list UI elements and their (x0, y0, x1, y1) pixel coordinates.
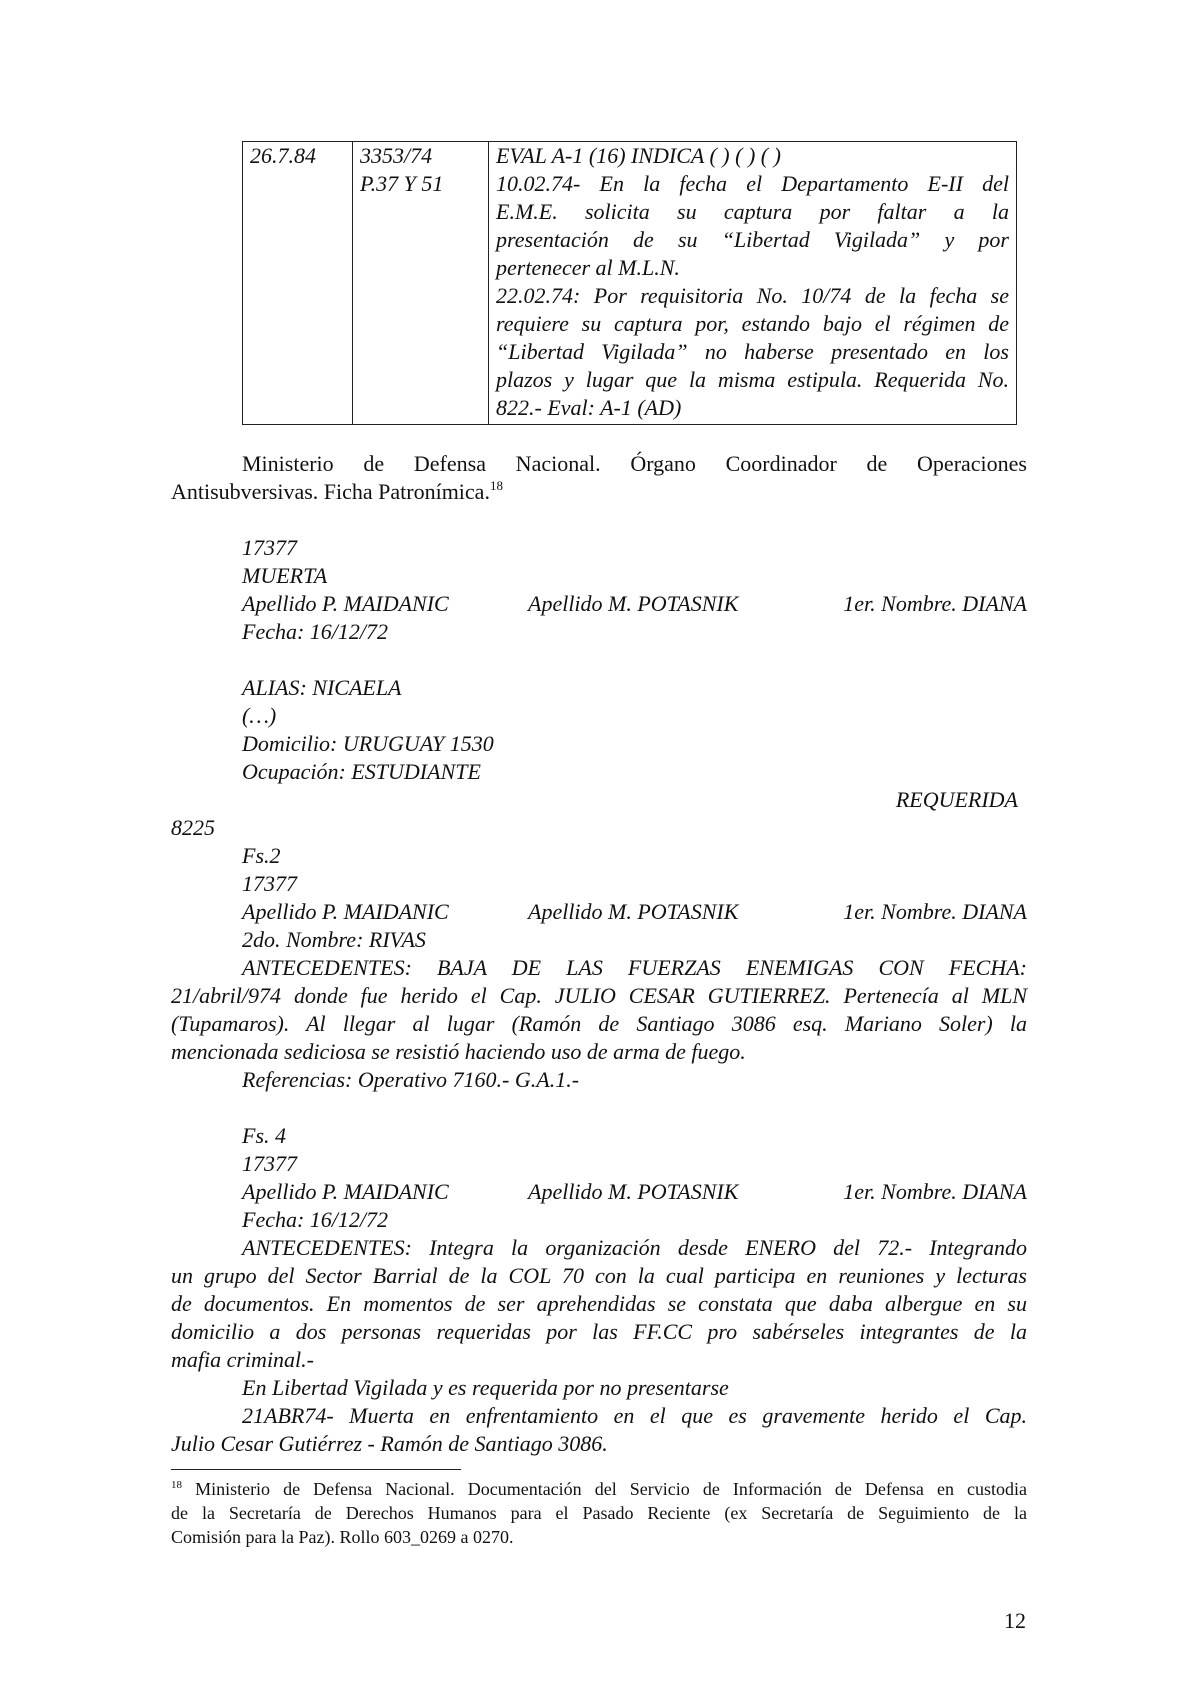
primer-nombre: 1er. Nombre. DIANA (843, 899, 1027, 924)
ficha-number: 17377 (242, 871, 297, 896)
ficha-record-1 (242, 534, 1027, 814)
footnote-line: de la Secretaría de Derechos Humanos para el Pasado Reciente (ex Secretaría de Seguimiento de la (171, 1503, 1027, 1523)
footnote-text: Ministerio de Defensa Nacional. Documentación del Servicio de Información de Defensa en custodia (195, 1479, 1027, 1499)
ficha-names-row (242, 590, 1027, 618)
entry-line: requiere su captura por, estando bajo el régimen de (496, 311, 1009, 336)
ficha-record-3 (242, 1122, 1027, 1234)
heading-line: Ministerio de Defensa Nacional. Órgano Coordinador de Operaciones (242, 451, 1027, 476)
entry-line: E.M.E. solicita su captura por faltar a la (496, 199, 1009, 224)
antecedentes-line: (Tupamaros). Al llegar al lugar (Ramón de Santiago 3086 esq. Mariano Soler) la (171, 1011, 1027, 1036)
antecedentes-line: un grupo del Sector Barrial de la COL 70 con la cual participa en reuniones y lecturas (171, 1263, 1027, 1288)
ficha-libertad-vigilada: En Libertad Vigilada y es requerida por no presentarse (242, 1375, 729, 1400)
entry-cell (489, 142, 1017, 425)
muerte-line: 21ABR74- Muerta en enfrentamiento en el que es gravemente herido el Cap. (242, 1403, 1027, 1428)
entry-line: “Libertad Vigilada” no haberse presentado en los (496, 339, 1009, 364)
table-row (243, 142, 1017, 425)
reference-cell (353, 142, 489, 425)
ficha-ellipsis: (…) (242, 703, 277, 728)
ficha-referencias: Referencias: Operativo 7160.- G.A.1.- (242, 1067, 580, 1092)
apellido-materno: Apellido M. POTASNIK (528, 1179, 739, 1204)
record-date: 26.7.84 (250, 143, 316, 168)
ficha-requerida: REQUERIDA (895, 787, 1018, 812)
ficha-names-row (242, 1178, 1027, 1206)
ficha-folio: Fs.2 (242, 843, 281, 868)
entry-line: 22.02.74: Por requisitoria No. 10/74 de la fecha se (496, 283, 1009, 308)
entry-line: pertenecer al M.L.N. (496, 255, 680, 280)
ficha-ocupacion: Ocupación: ESTUDIANTE (242, 759, 481, 784)
antecedentes-line: de documentos. En momentos de ser aprehendidas se constata que daba albergue en su (171, 1291, 1027, 1316)
ficha-antecedentes (171, 954, 1027, 1066)
antecedentes-line: ANTECEDENTES: Integra la organización desde ENERO del 72.- Integrando (242, 1235, 1027, 1260)
entry-line: presentación de su “Libertad Vigilada” y por (496, 227, 1009, 252)
apellido-materno: Apellido M. POTASNIK (528, 591, 739, 616)
ficha-names-row (242, 898, 1027, 926)
antecedentes-line: mafia criminal.- (171, 1347, 314, 1372)
ficha-record-2 (242, 842, 1027, 954)
heading-line: Antisubversivas. Ficha Patronímica. (171, 479, 490, 504)
apellido-paterno: Apellido P. MAIDANIC (242, 899, 449, 924)
page-number: 12 (1004, 1608, 1026, 1633)
ficha-folio: Fs. 4 (242, 1123, 286, 1148)
footnote-reference: 18 (489, 478, 503, 493)
ficha-number: 17377 (242, 1151, 297, 1176)
ficha-fecha: Fecha: 16/12/72 (242, 1207, 389, 1232)
ficha-requerida-number: 8225 (171, 815, 215, 840)
antecedentes-line: ANTECEDENTES: BAJA DE LAS FUERZAS ENEMIGAS CON FECHA: (242, 955, 1027, 980)
ficha-status: MUERTA (242, 563, 328, 588)
date-cell (243, 142, 353, 425)
ficha-fecha: Fecha: 16/12/72 (242, 619, 389, 644)
footnote-line (171, 1477, 1027, 1501)
ficha-domicilio: Domicilio: URUGUAY 1530 (242, 731, 494, 756)
entry-line: 10.02.74- En la fecha el Departamento E-II del (496, 171, 1009, 196)
footnote-number: 18 (171, 1479, 182, 1491)
antecedentes-line: 21/abril/974 donde fue herido el Cap. JULIO CESAR GUTIERREZ. Pertenecía al MLN (171, 983, 1027, 1008)
muerte-line: Julio Cesar Gutiérrez - Ramón de Santiago 3086. (171, 1431, 608, 1456)
footnote (171, 1477, 1027, 1549)
entry-line: EVAL A-1 (16) INDICA ( ) ( ) ( ) (496, 143, 781, 168)
apellido-paterno: Apellido P. MAIDANIC (242, 591, 449, 616)
antecedentes-line: mencionada sediciosa se resistió haciendo uso de arma de fuego. (171, 1039, 746, 1064)
entry-line: 822.- Eval: A-1 (AD) (496, 395, 682, 420)
entry-line: plazos y lugar que la misma estipula. Requerida No. (496, 367, 1009, 392)
apellido-materno: Apellido M. POTASNIK (528, 899, 739, 924)
reference-number: 3353/74 (360, 143, 433, 168)
primer-nombre: 1er. Nombre. DIANA (843, 591, 1027, 616)
ficha-antecedentes (171, 1234, 1027, 1374)
footnote-divider (171, 1469, 461, 1470)
reference-pages: P.37 Y 51 (360, 171, 444, 196)
footnote-line: Comisión para la Paz). Rollo 603_0269 a 0270. (171, 1527, 514, 1547)
ficha-muerte (171, 1402, 1027, 1458)
record-table (242, 141, 1017, 425)
antecedentes-line: domicilio a dos personas requeridas por las FF.CC pro sabérseles integrantes de la (171, 1319, 1027, 1344)
ficha-alias: ALIAS: NICAELA (242, 675, 402, 700)
apellido-paterno: Apellido P. MAIDANIC (242, 1179, 449, 1204)
primer-nombre: 1er. Nombre. DIANA (843, 1179, 1027, 1204)
section-heading (171, 450, 1027, 506)
ficha-number: 17377 (242, 535, 297, 560)
segundo-nombre: 2do. Nombre: RIVAS (242, 927, 426, 952)
